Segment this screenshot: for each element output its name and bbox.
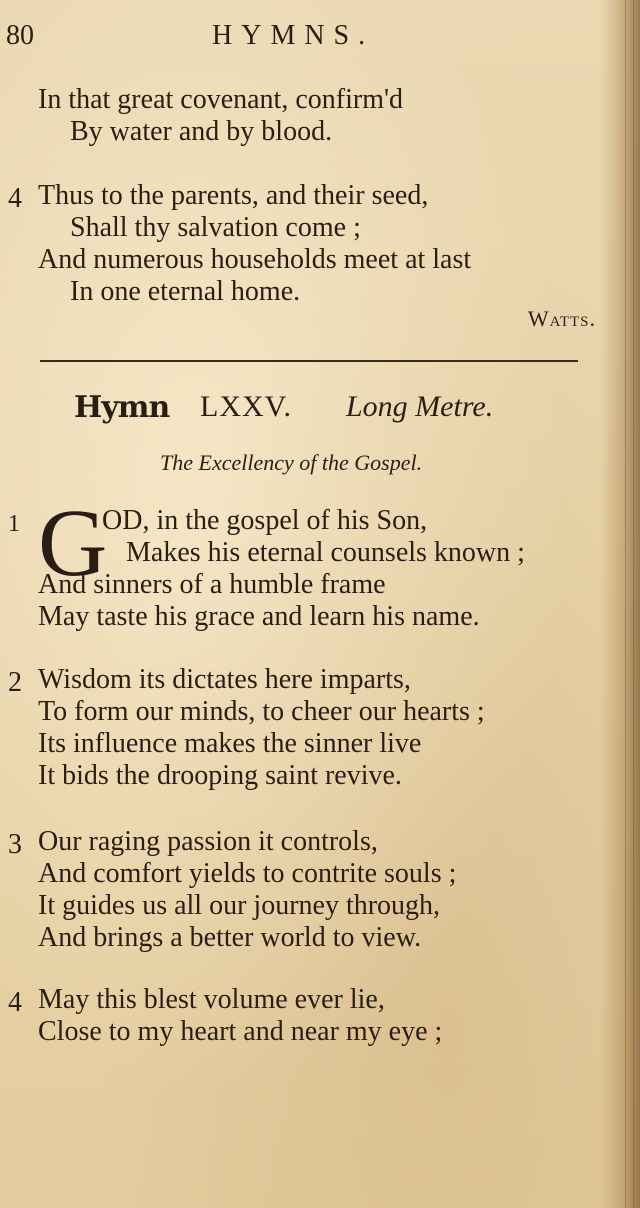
verse-line: Makes his eternal counsels known ;	[126, 537, 525, 568]
verse-line: Its influence makes the sinner live	[38, 728, 422, 759]
hymn-attribution: Watts.	[527, 306, 596, 331]
stanza-number: 1	[8, 511, 20, 537]
verse-line: Thus to the parents, and their seed,	[38, 180, 429, 211]
verse-line: OD, in the gospel of his Son,	[102, 505, 428, 536]
verse-line: To form our minds, to cheer our hearts ;	[38, 696, 485, 727]
stanza-number: 4	[8, 183, 22, 214]
verse-line: Our raging passion it controls,	[38, 826, 378, 857]
page-gutter-shadow	[600, 0, 640, 1208]
verse-line: Close to my heart and near my eye ;	[38, 1016, 443, 1047]
verse-line: And brings a better world to view.	[38, 922, 422, 953]
verse-line: In one eternal home.	[70, 276, 301, 307]
verse-line: And comfort yields to contrite souls ;	[38, 858, 457, 889]
verse-line: It bids the drooping saint revive.	[38, 760, 402, 791]
hymn-title: The Excellency of the Gospel.	[160, 450, 423, 475]
verse-line: In that great covenant, confirm'd	[38, 84, 404, 115]
verse-line: And sinners of a humble frame	[38, 569, 386, 600]
page-number: 80	[6, 20, 34, 51]
hymn-metre: Long Metre.	[346, 390, 494, 423]
drop-cap: G	[38, 489, 108, 596]
stanza-number: 4	[8, 987, 22, 1018]
hymn-label: Hymn	[74, 390, 170, 425]
verse-line: May taste his grace and learn his name.	[38, 601, 480, 632]
verse-line: It guides us all our journey through,	[38, 890, 441, 921]
hymn-number: LXXV.	[200, 390, 292, 423]
verse-line: May this blest volume ever lie,	[38, 984, 385, 1015]
verse-line: By water and by blood.	[70, 116, 333, 147]
stanza-number: 3	[8, 829, 22, 860]
verse-line: And numerous households meet at last	[38, 244, 472, 275]
stanza-number: 2	[8, 667, 22, 698]
page-edge-line	[625, 0, 626, 1208]
verse-line: Shall thy salvation come ;	[70, 212, 361, 243]
page-edge-line	[633, 0, 634, 1208]
section-divider	[40, 360, 578, 362]
running-head: HYMNS.	[212, 20, 375, 51]
verse-line: Wisdom its dictates here imparts,	[38, 664, 411, 695]
